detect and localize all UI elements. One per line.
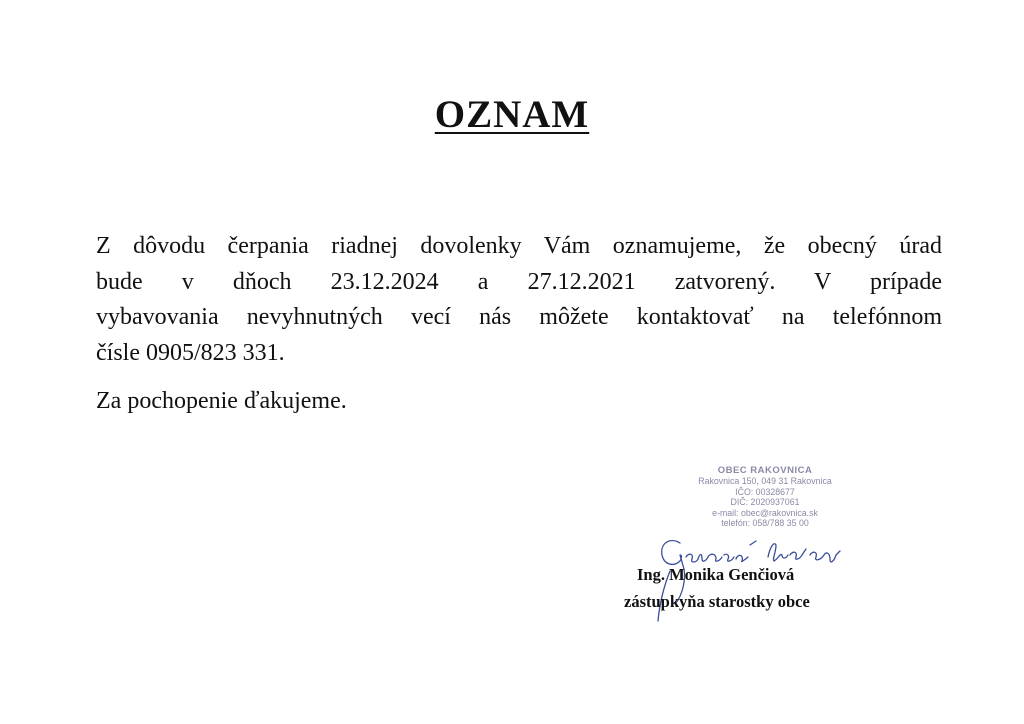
notice-paragraph xyxy=(96,229,942,371)
stamp-email: e-mail: obec@rakovnica.sk xyxy=(712,507,818,518)
paragraph-line: bude v dňoch 23.12.2024 a 27.12.2021 zatvorený. V prípade xyxy=(96,268,942,295)
paragraph-line: Z dôvodu čerpania riadnej dovolenky Vám oznamujeme, že obecný úrad xyxy=(96,233,942,259)
paragraph-line: čísle 0905/823 331. xyxy=(96,339,285,366)
stamp-ico: IČO: 00328677 xyxy=(735,486,795,497)
municipal-stamp xyxy=(670,466,860,528)
notice-title xyxy=(0,90,1024,140)
stamp-address: Rakovnica 150, 049 31 Rakovnica xyxy=(698,476,832,487)
closing-text: Za pochopenie ďakujeme. xyxy=(96,388,347,414)
notice-body xyxy=(96,229,942,420)
stamp-dic: DIČ: 2020937061 xyxy=(730,497,800,508)
signer-role: zástupkyňa starostky obce xyxy=(624,592,810,611)
stamp-name: OBEC RAKOVNICA xyxy=(717,465,813,476)
notice-title-text: OZNAM xyxy=(434,93,590,136)
signer-name: Ing. Monika Genčiová xyxy=(637,565,795,584)
stamp-phone: telefón: 058/788 35 00 xyxy=(721,518,809,529)
paragraph-line: vybavovania nevyhnutných vecí nás môžete kontaktovať na telefónnom xyxy=(96,304,942,330)
